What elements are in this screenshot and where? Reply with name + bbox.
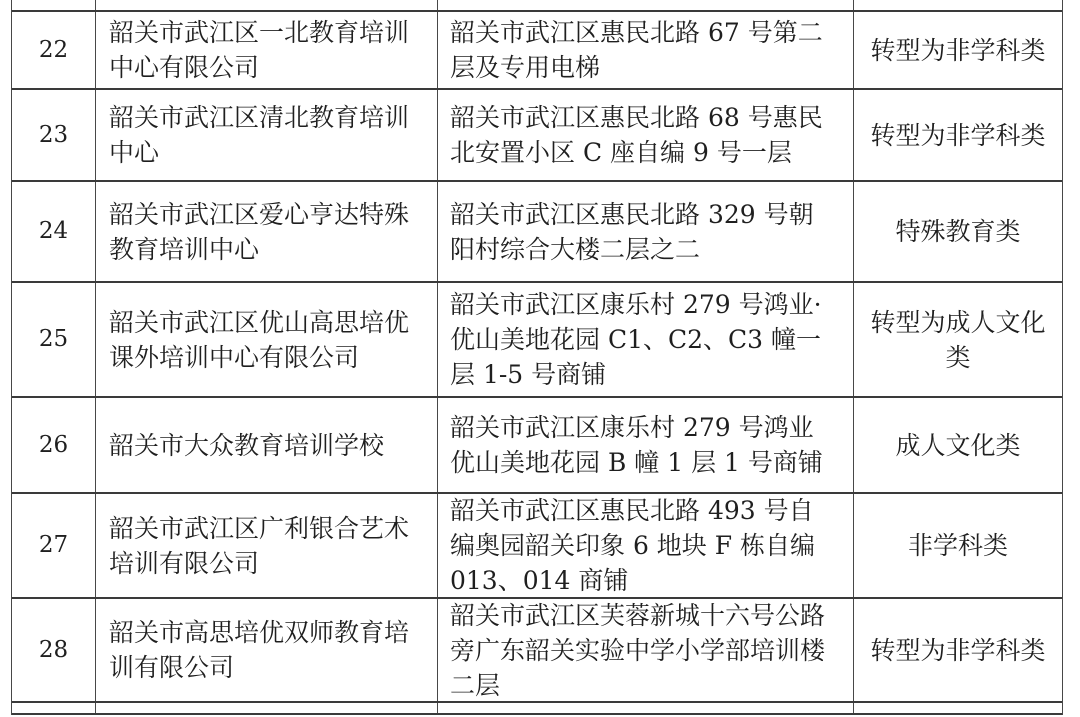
table-row [12,182,1062,283]
table-row [12,494,1062,599]
address-cell: 韶关市武江区惠民北路 68 号惠民北安置小区 C 座自编 9 号一层 [438,90,854,180]
empty-cell [438,703,854,713]
address-cell: 韶关市武江区芙蓉新城十六号公路旁广东韶关实验中学小学部培训楼二层 [438,599,854,701]
category-cell: 成人文化类 [895,430,1021,460]
table-row-partial-bottom [12,703,1062,715]
category-cell: 转型为成人文化类 [870,307,1046,372]
table-row [12,90,1062,182]
address-cell: 韶关市武江区惠民北路 67 号第二层及专用电梯 [438,12,854,88]
empty-cell [96,703,438,713]
table-row [12,283,1062,398]
address-cell: 韶关市武江区惠民北路 493 号自编奥园韶关印象 6 地块 F 栋自编 013、014 商铺 [438,494,854,597]
empty-cell [96,0,438,10]
row-number-cell: 24 [12,182,96,281]
empty-cell [12,703,96,713]
row-number-cell: 22 [12,12,96,88]
table-row-partial-top [12,0,1062,12]
category-cell: 转型为非学科类 [870,120,1046,150]
category-cell: 转型为非学科类 [870,635,1046,665]
address-cell: 韶关市武江区康乐村 279 号鸿业优山美地花园 B 幢 1 层 1 号商铺 [438,398,854,492]
category-cell: 非学科类 [907,531,1008,560]
institution-name-cell: 韶关市武江区爱心亨达特殊教育培训中心 [96,182,438,281]
address-cell: 韶关市武江区康乐村 279 号鸿业·优山美地花园 C1、C2、C3 幢一层 1-5 号商铺 [438,283,854,396]
address-cell: 韶关市武江区惠民北路 329 号朝阳村综合大楼二层之二 [438,182,854,281]
row-number-cell: 23 [12,90,96,180]
table-row [12,398,1062,494]
category-cell: 特殊教育类 [895,217,1021,246]
empty-cell [854,703,1062,713]
empty-cell [12,0,96,10]
institution-name-cell: 韶关市高思培优双师教育培训有限公司 [96,599,438,701]
table-body [12,12,1062,703]
empty-cell [854,0,1062,10]
category-cell: 转型为非学科类 [870,35,1046,65]
row-number-cell: 25 [12,283,96,396]
institution-name-cell: 韶关市武江区清北教育培训中心 [96,90,438,180]
row-number-cell: 26 [12,398,96,492]
row-number-cell: 27 [12,494,96,597]
table-row [12,12,1062,90]
institution-name-cell: 韶关市武江区一北教育培训中心有限公司 [96,12,438,88]
empty-cell [438,0,854,10]
institution-registry-table [11,0,1063,715]
institution-name-cell: 韶关市武江区广利银合艺术培训有限公司 [96,494,438,597]
row-number-cell: 28 [12,599,96,701]
table-row [12,599,1062,703]
institution-name-cell: 韶关市大众教育培训学校 [96,398,438,492]
institution-name-cell: 韶关市武江区优山高思培优课外培训中心有限公司 [96,283,438,396]
